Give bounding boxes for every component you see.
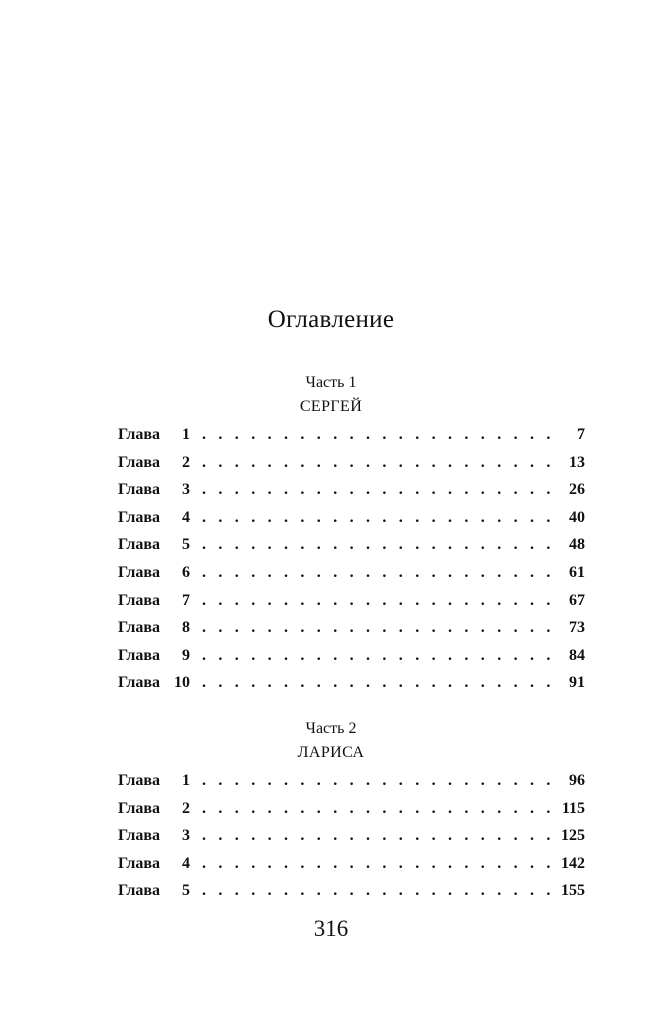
chapter-word: Глава: [118, 854, 160, 872]
toc-entry[interactable]: [118, 421, 585, 449]
chapter-number: 2: [182, 453, 190, 471]
page-ref: 125: [561, 827, 585, 845]
dot-leader: [202, 476, 555, 504]
part-2-heading: [0, 717, 662, 765]
dot-leader: [202, 449, 555, 477]
toc-entry[interactable]: [118, 795, 585, 823]
chapter-number: 5: [182, 536, 190, 554]
page-ref: 13: [569, 453, 585, 471]
page-ref: 73: [569, 619, 585, 637]
dot-leader: [202, 614, 555, 642]
chapter-word: Глава: [118, 799, 160, 817]
chapter-number: 1: [182, 426, 190, 443]
chapter-number: 5: [182, 882, 190, 900]
chapter-number: 4: [182, 854, 190, 872]
toc-entry[interactable]: [118, 642, 585, 670]
chapter-number: 3: [182, 481, 190, 499]
chapter-number: 6: [182, 563, 190, 581]
page-ref: 142: [561, 854, 585, 872]
chapter-word: Глава: [118, 563, 160, 581]
dot-leader: [202, 504, 555, 532]
page-ref: 155: [561, 882, 585, 900]
chapter-word: Глава: [118, 882, 160, 900]
toc-entry[interactable]: [118, 504, 585, 532]
page-number: 316: [313, 916, 349, 941]
part-2-chapter-list: [118, 767, 585, 905]
toc-entry[interactable]: [118, 877, 585, 905]
page-ref: 96: [569, 772, 585, 789]
dot-leader: [202, 642, 555, 670]
part-name: СЕРГЕЙ: [299, 398, 363, 415]
dot-leader: [202, 822, 555, 850]
dot-leader: [202, 795, 555, 823]
page-ref: 7: [577, 426, 585, 443]
part-label: Часть 2: [305, 720, 357, 737]
chapter-word: Глава: [118, 536, 160, 554]
chapter-number: 10: [174, 674, 190, 692]
dot-leader: [202, 421, 555, 449]
chapter-word: Глава: [118, 481, 160, 499]
dot-leader: [202, 767, 555, 795]
part-label: Часть 1: [305, 374, 357, 391]
chapter-word: Глава: [118, 619, 160, 637]
page-ref: 48: [569, 536, 585, 554]
dot-leader: [202, 850, 555, 878]
toc-title: Оглавление: [267, 306, 395, 333]
page-ref: 61: [569, 563, 585, 581]
toc-entry[interactable]: [118, 850, 585, 878]
page-ref: 84: [569, 646, 585, 664]
part-1-heading: [0, 371, 662, 419]
chapter-word: Глава: [118, 772, 160, 789]
chapter-number: 4: [182, 508, 190, 526]
chapter-word: Глава: [118, 674, 160, 692]
chapter-number: 2: [182, 799, 190, 817]
toc-entry[interactable]: [118, 822, 585, 850]
dot-leader: [202, 669, 555, 697]
page-ref: 26: [569, 481, 585, 499]
dot-leader: [202, 877, 555, 905]
page-ref: 91: [569, 674, 585, 692]
chapter-number: 3: [182, 827, 190, 845]
chapter-word: Глава: [118, 646, 160, 664]
toc-entry[interactable]: [118, 669, 585, 697]
dot-leader: [202, 531, 555, 559]
toc-entry[interactable]: [118, 531, 585, 559]
toc-entry[interactable]: [118, 767, 585, 795]
chapter-word: Глава: [118, 508, 160, 526]
chapter-word: Глава: [118, 426, 160, 443]
chapter-number: 9: [182, 646, 190, 664]
page-ref: 67: [569, 591, 585, 609]
chapter-word: Глава: [118, 453, 160, 471]
toc-entry[interactable]: [118, 614, 585, 642]
page-ref: 115: [561, 799, 585, 817]
part-name: ЛАРИСА: [297, 744, 365, 761]
chapter-word: Глава: [118, 827, 160, 845]
toc-entry[interactable]: [118, 559, 585, 587]
toc-entry[interactable]: [118, 449, 585, 477]
chapter-number: 7: [182, 591, 190, 609]
chapter-word: Глава: [118, 591, 160, 609]
dot-leader: [202, 587, 555, 615]
dot-leader: [202, 559, 555, 587]
toc-entry[interactable]: [118, 476, 585, 504]
toc-entry[interactable]: [118, 587, 585, 615]
chapter-number: 8: [182, 619, 190, 637]
part-1-chapter-list: [118, 421, 585, 697]
page-ref: 40: [569, 508, 585, 526]
chapter-number: 1: [182, 772, 190, 789]
